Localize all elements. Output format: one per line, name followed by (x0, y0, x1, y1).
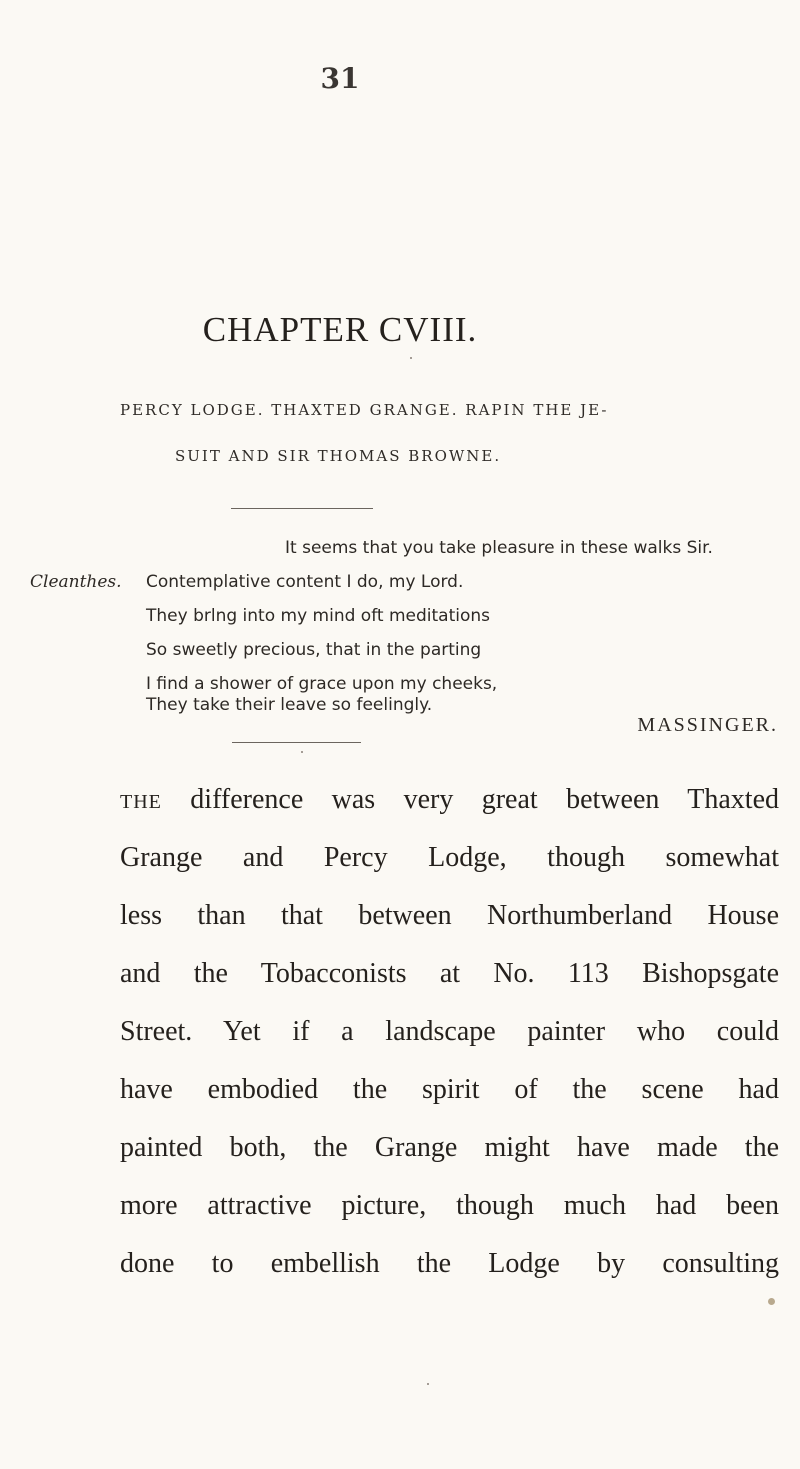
epigraph-line: They take their leave so feelingly. (146, 695, 433, 715)
paper-speck (410, 357, 412, 359)
chapter-title: CHAPTER CVIII. (202, 310, 478, 349)
body-line: less than that between Northumberland House (120, 900, 779, 931)
body-line (120, 783, 779, 819)
body-line: Grange and Percy Lodge, though somewhat (120, 842, 779, 873)
epigraph-speaker: Cleanthes. (30, 572, 122, 592)
body-line-text: difference was very great between Thaxted (161, 784, 779, 815)
divider-rule (231, 508, 373, 509)
body-line: and the Tobacconists at No. 113 Bishopsgate (120, 958, 779, 989)
epigraph-line: I find a shower of grace upon my cheeks, (146, 674, 498, 694)
chapter-summary-line: PERCY LODGE. THAXTED GRANGE. RAPIN THE JE- (120, 401, 609, 419)
epigraph-line: Contemplative content I do, my Lord. (146, 572, 464, 592)
body-line: done to embellish the Lodge by consulting (120, 1248, 779, 1279)
divider-rule (232, 742, 361, 743)
epigraph-line: It seems that you take pleasure in these walks Sir. (285, 538, 713, 558)
paper-speck (768, 1298, 775, 1305)
page-number: 31 (320, 62, 360, 95)
paper-speck (301, 751, 303, 753)
body-line: painted both, the Grange might have made the (120, 1132, 779, 1163)
body-line: more attractive picture, though much had been (120, 1190, 779, 1221)
epigraph-attribution: MASSINGER. (637, 714, 778, 736)
body-line: Street. Yet if a landscape painter who could (120, 1016, 779, 1047)
epigraph-line: So sweetly precious, that in the parting (146, 640, 482, 660)
paper-speck (427, 1383, 429, 1385)
epigraph-line: They brlng into my mind oft meditations (146, 606, 490, 626)
drop-word: THE (120, 791, 162, 813)
chapter-summary-line: SUIT AND SIR THOMAS BROWNE. (175, 447, 502, 465)
body-line: have embodied the spirit of the scene had (120, 1074, 779, 1105)
